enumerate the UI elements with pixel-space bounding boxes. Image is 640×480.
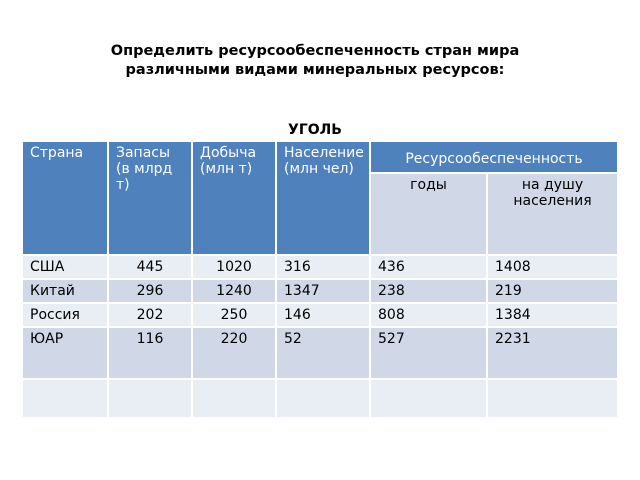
empty-cell	[370, 379, 487, 418]
header-supply-per-capita: на душу населения	[487, 173, 618, 255]
cell-per-capita: 219	[487, 279, 618, 303]
cell-production: 1020	[192, 255, 276, 279]
cell-reserves: 116	[108, 327, 192, 379]
cell-population: 146	[276, 303, 370, 327]
cell-country: Россия	[22, 303, 108, 327]
cell-reserves: 445	[108, 255, 192, 279]
cell-per-capita: 2231	[487, 327, 618, 379]
coal-supply-table	[22, 141, 618, 418]
cell-country: ЮАР	[22, 327, 108, 379]
cell-years: 238	[370, 279, 487, 303]
cell-production: 1240	[192, 279, 276, 303]
empty-cell	[108, 379, 192, 418]
header-reserves: Запасы (в млрд т)	[108, 141, 192, 255]
section-subheading: УГОЛЬ	[288, 122, 342, 138]
empty-cell	[276, 379, 370, 418]
cell-years: 808	[370, 303, 487, 327]
cell-per-capita: 1408	[487, 255, 618, 279]
cell-country: Китай	[22, 279, 108, 303]
cell-reserves: 202	[108, 303, 192, 327]
cell-population: 1347	[276, 279, 370, 303]
header-supply-years: годы	[370, 173, 487, 255]
cell-production: 220	[192, 327, 276, 379]
header-production: Добыча (млн т)	[192, 141, 276, 255]
cell-years: 436	[370, 255, 487, 279]
cell-production: 250	[192, 303, 276, 327]
cell-years: 527	[370, 327, 487, 379]
header-population: Население (млн чел)	[276, 141, 370, 255]
cell-per-capita: 1384	[487, 303, 618, 327]
cell-reserves: 296	[108, 279, 192, 303]
cell-population: 316	[276, 255, 370, 279]
empty-cell	[487, 379, 618, 418]
empty-cell	[22, 379, 108, 418]
cell-country: США	[22, 255, 108, 279]
empty-cell	[192, 379, 276, 418]
page-heading: Определить ресурсообеспеченность стран мира различными видами минеральных ресурсов:	[110, 43, 520, 78]
cell-population: 52	[276, 327, 370, 379]
header-country: Страна	[22, 141, 108, 255]
header-supply: Ресурсообеспеченность	[370, 141, 618, 173]
